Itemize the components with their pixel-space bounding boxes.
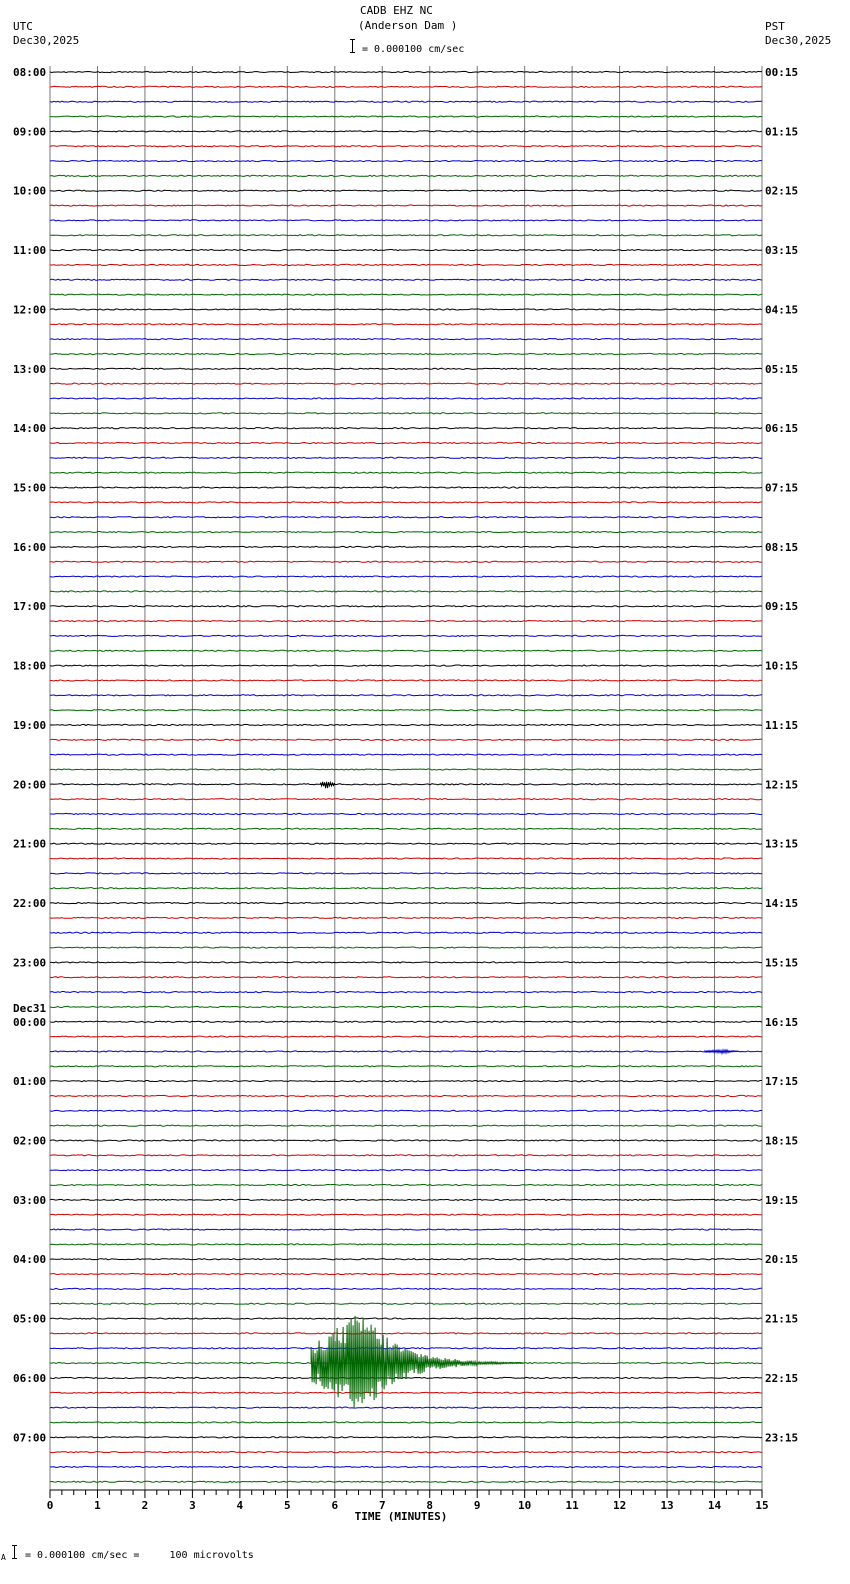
trace-line: [50, 160, 762, 161]
trace-line: [50, 368, 762, 369]
trace-line: [50, 190, 762, 191]
x-tick-label: 8: [426, 1499, 434, 1512]
trace-line: [50, 1392, 762, 1393]
utc-date-change-label: Dec31: [13, 1001, 47, 1015]
pst-hour-label: 22:15: [765, 1371, 799, 1385]
x-tick-label: 2: [141, 1499, 149, 1512]
station-title: CADB EHZ NC: [360, 4, 433, 17]
pst-hour-label: 14:15: [765, 897, 799, 911]
utc-hour-label: 14:00: [13, 422, 47, 436]
trace-line: [50, 576, 762, 577]
pst-hour-label: 02:15: [765, 184, 799, 198]
trace-line: [50, 1125, 762, 1126]
trace-line: [50, 1229, 762, 1230]
trace-line: [50, 902, 762, 903]
pst-hour-label: 20:15: [765, 1253, 799, 1267]
trace-line: [50, 1422, 762, 1423]
trace-line: [50, 1095, 762, 1096]
event-waveform: [311, 1316, 524, 1408]
trace-line: [50, 1214, 762, 1215]
pst-hour-label: 15:15: [765, 956, 799, 970]
x-tick-label: 3: [189, 1499, 196, 1512]
pst-hour-label: 23:15: [765, 1431, 799, 1445]
trace-line: [50, 1288, 762, 1289]
trace-line: [50, 250, 762, 251]
trace-line: [50, 858, 762, 859]
trace-line: [50, 428, 762, 429]
trace-line: [50, 1081, 762, 1082]
utc-hour-label: 15:00: [13, 481, 47, 495]
trace-line: [50, 1407, 762, 1408]
trace-line: [50, 279, 762, 280]
trace-line: [50, 1051, 762, 1052]
station-location: (Anderson Dam ): [358, 19, 458, 32]
trace-line: [50, 1021, 762, 1022]
trace-line: [50, 294, 762, 295]
footer-marker: A: [1, 1553, 6, 1562]
trace-line: [50, 398, 762, 399]
trace-line: [50, 71, 762, 72]
trace-line: [50, 992, 762, 993]
trace-line: [50, 784, 762, 785]
footer-scale-bar-icon: [12, 1545, 18, 1559]
trace-line: [50, 888, 762, 889]
utc-hour-label: 13:00: [13, 362, 47, 376]
trace-line: [50, 339, 762, 340]
trace-line: [50, 769, 762, 770]
trace-line: [50, 932, 762, 933]
x-tick-label: 10: [518, 1499, 532, 1512]
utc-hour-label: 16:00: [13, 540, 47, 554]
trace-line: [50, 1006, 762, 1007]
trace-line: [50, 146, 762, 147]
x-tick-label: 6: [331, 1499, 339, 1512]
trace-line: [50, 101, 762, 102]
trace-line: [50, 1199, 762, 1200]
pst-hour-label: 13:15: [765, 837, 799, 851]
event-waveform: [705, 1050, 738, 1054]
x-tick-label: 13: [660, 1499, 674, 1512]
trace-line: [50, 487, 762, 488]
trace-line: [50, 1303, 762, 1304]
pst-hour-label: 05:15: [765, 362, 799, 376]
trace-line: [50, 546, 762, 547]
pst-zone-label: PST: [765, 20, 785, 33]
trace-line: [50, 353, 762, 354]
trace-line: [50, 873, 762, 874]
pst-hour-label: 19:15: [765, 1193, 799, 1207]
pst-hour-label: 08:15: [765, 540, 799, 554]
pst-hour-label: 18:15: [765, 1134, 799, 1148]
trace-line: [50, 1036, 762, 1037]
trace-line: [50, 1318, 762, 1319]
trace-line: [50, 442, 762, 443]
utc-hour-label: 10:00: [13, 184, 47, 198]
trace-line: [50, 532, 762, 533]
x-axis-title: TIME (MINUTES): [354, 1510, 448, 1523]
utc-hour-label: 04:00: [13, 1253, 47, 1267]
trace-line: [50, 472, 762, 473]
pst-hour-label: 21:15: [765, 1312, 799, 1326]
utc-hour-label: 20:00: [13, 778, 47, 792]
trace-line: [50, 1259, 762, 1260]
x-tick-label: 1: [94, 1499, 101, 1512]
utc-hour-label: 01:00: [13, 1075, 47, 1089]
trace-line: [50, 665, 762, 666]
trace-line: [50, 324, 762, 325]
trace-line: [50, 1481, 762, 1482]
footer-scale-text: = 0.000100 cm/sec = 100 microvolts: [25, 1550, 254, 1561]
trace-line: [50, 116, 762, 117]
utc-hour-label: 17:00: [13, 600, 47, 614]
trace-line: [50, 1244, 762, 1245]
trace-line: [50, 843, 762, 844]
utc-hour-label: 09:00: [13, 125, 47, 139]
x-tick-label: 15: [755, 1499, 769, 1512]
x-tick-label: 12: [612, 1499, 627, 1512]
trace-line: [50, 754, 762, 755]
trace-line: [50, 517, 762, 518]
pst-hour-label: 03:15: [765, 244, 799, 258]
trace-line: [50, 220, 762, 221]
trace-line: [50, 1437, 762, 1438]
pst-hour-label: 11:15: [765, 718, 799, 732]
scale-label: = 0.000100 cm/sec: [362, 44, 465, 55]
trace-line: [50, 1466, 762, 1467]
x-tick-label: 14: [707, 1499, 722, 1512]
utc-hour-label: 22:00: [13, 897, 47, 911]
utc-hour-label: 12:00: [13, 303, 47, 317]
trace-line: [50, 1348, 762, 1349]
trace-line: [50, 591, 762, 592]
trace-line: [50, 917, 762, 918]
trace-line: [50, 1066, 762, 1067]
trace-line: [50, 1155, 762, 1156]
trace-line: [50, 131, 762, 132]
trace-lines: [50, 71, 762, 1482]
trace-line: [50, 739, 762, 740]
trace-line: [50, 383, 762, 384]
x-tick-label: 5: [284, 1499, 291, 1512]
utc-date-label: Dec30,2025: [13, 34, 80, 47]
trace-line: [50, 828, 762, 829]
utc-hour-label: 07:00: [13, 1431, 47, 1445]
utc-hour-label: 23:00: [13, 956, 47, 970]
trace-line: [50, 1170, 762, 1171]
pst-hour-label: 17:15: [765, 1075, 799, 1089]
trace-line: [50, 724, 762, 725]
trace-line: [50, 650, 762, 651]
utc-hour-label: 02:00: [13, 1134, 47, 1148]
x-tick-label: 11: [565, 1499, 579, 1512]
x-tick-label: 7: [378, 1499, 386, 1512]
utc-hour-label: 19:00: [13, 718, 47, 732]
utc-hour-label: 05:00: [13, 1312, 47, 1326]
trace-line: [50, 680, 762, 681]
trace-line: [50, 205, 762, 206]
pst-date-label: Dec30,2025: [765, 34, 832, 47]
trace-line: [50, 799, 762, 800]
trace-line: [50, 635, 762, 636]
trace-line: [50, 175, 762, 176]
pst-hour-label: 01:15: [765, 125, 799, 139]
pst-hour-label: 10:15: [765, 659, 799, 673]
trace-line: [50, 962, 762, 963]
trace-line: [50, 1140, 762, 1141]
utc-hour-label: 18:00: [13, 659, 47, 673]
pst-hour-label: 09:15: [765, 600, 799, 614]
pst-hour-label: 12:15: [765, 778, 799, 792]
utc-hour-label: 03:00: [13, 1193, 47, 1207]
trace-line: [50, 561, 762, 562]
trace-line: [50, 86, 762, 87]
trace-line: [50, 264, 762, 265]
trace-line: [50, 309, 762, 310]
utc-zone-label: UTC: [13, 20, 33, 33]
trace-line: [50, 235, 762, 236]
pst-hour-label: 07:15: [765, 481, 799, 495]
time-axis: [47, 1490, 769, 1523]
trace-line: [50, 710, 762, 711]
trace-line: [50, 947, 762, 948]
utc-hour-label: 06:00: [13, 1371, 47, 1385]
trace-line: [50, 1110, 762, 1111]
trace-line: [50, 813, 762, 814]
utc-hour-label: 08:00: [13, 66, 47, 79]
trace-line: [50, 621, 762, 622]
utc-hour-label: 00:00: [13, 1015, 47, 1029]
trace-line: [50, 1273, 762, 1274]
trace-line: [50, 606, 762, 607]
pst-hour-label: 00:15: [765, 66, 799, 79]
trace-line: [50, 977, 762, 978]
trace-line: [50, 1452, 762, 1453]
trace-line: [50, 1333, 762, 1334]
pst-hour-label: 06:15: [765, 422, 799, 436]
trace-line: [50, 502, 762, 503]
x-tick-label: 0: [46, 1499, 54, 1512]
trace-line: [50, 457, 762, 458]
x-tick-label: 9: [473, 1499, 481, 1512]
utc-hour-label: 21:00: [13, 837, 47, 851]
trace-line: [50, 413, 762, 414]
utc-hour-label: 11:00: [13, 244, 47, 258]
pst-hour-label: 04:15: [765, 303, 799, 317]
pst-hour-label: 16:15: [765, 1015, 799, 1029]
trace-line: [50, 1184, 762, 1185]
x-tick-label: 4: [236, 1499, 244, 1512]
trace-line: [50, 695, 762, 696]
